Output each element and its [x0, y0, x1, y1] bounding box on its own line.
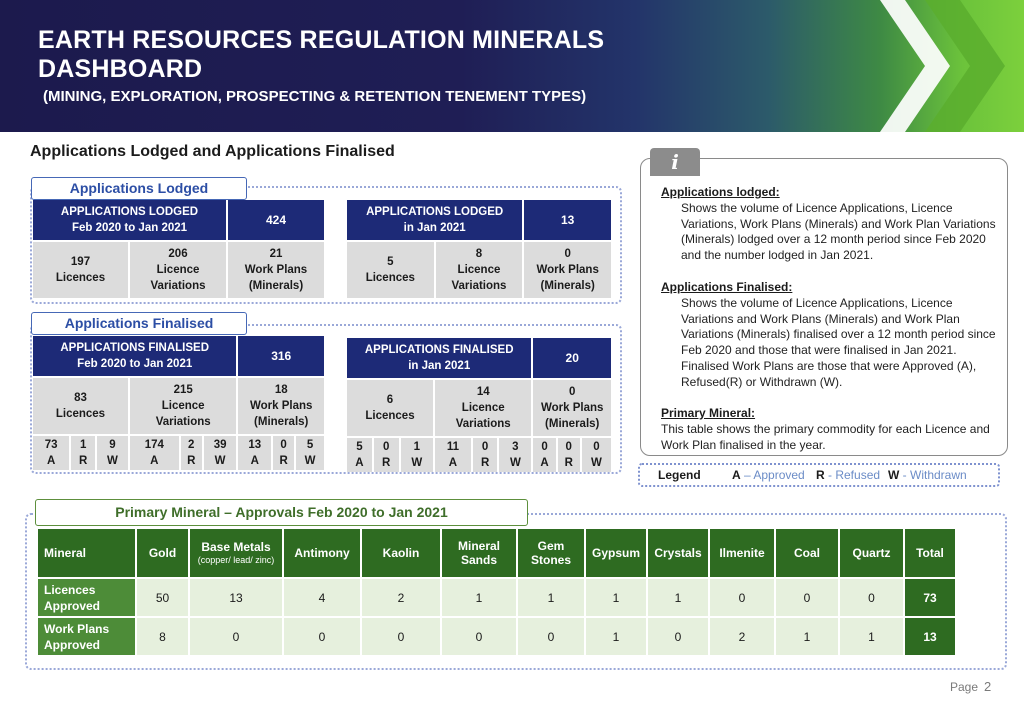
finalised-period-table	[31, 334, 326, 472]
table-cell: 50	[137, 579, 188, 616]
finalised-period-breakdown	[33, 436, 324, 470]
header-banner	[0, 0, 1024, 132]
info-lodged-text: Shows the volume of Licence Applications, Licence Variations, Work Plans (Minerals) and Work Plan Variations (Minerals) lodged over a 12 month period since Feb 2020 and the number lodged in Jan 2021.	[681, 201, 996, 263]
finalised-month-label: APPLICATIONS FINALISED in Jan 2021	[347, 338, 531, 378]
mineral-row-licences	[38, 579, 955, 616]
table-cell: 0	[190, 618, 282, 655]
total-cell: 13	[905, 618, 955, 655]
breakdown-cell: 174 A	[130, 436, 179, 470]
table-cell: 0	[710, 579, 774, 616]
mineral-table	[36, 527, 957, 657]
table-cell: 1	[648, 579, 708, 616]
lodged-tab: Applications Lodged	[31, 177, 247, 200]
finalised-period-variations: 215 Licence Variations	[130, 378, 237, 434]
info-primary-heading: Primary Mineral:	[661, 406, 756, 420]
breakdown-cell: 5 W	[296, 436, 324, 470]
table-cell: 13	[190, 579, 282, 616]
breakdown-cell: 1 R	[71, 436, 95, 470]
table-cell: 0	[442, 618, 516, 655]
col-quartz: Quartz	[840, 529, 903, 577]
table-cell: 2	[710, 618, 774, 655]
finalised-month-breakdown	[347, 438, 611, 472]
table-cell: 0	[840, 579, 903, 616]
table-cell: 0	[776, 579, 838, 616]
finalised-month-variations: 14 Licence Variations	[435, 380, 531, 436]
col-mineral-sands: Mineral Sands	[442, 529, 516, 577]
finalised-period-workplans: 18 Work Plans (Minerals)	[238, 378, 324, 434]
lodged-period-licences: 197 Licences	[33, 242, 128, 298]
breakdown-cell: 0 W	[582, 438, 611, 472]
table-cell: 1	[518, 579, 584, 616]
row-label-licences: Licences Approved	[38, 579, 135, 616]
lodged-month-variations: 8 Licence Variations	[436, 242, 523, 298]
breakdown-cell: 0 R	[473, 438, 497, 472]
row-label-workplans: Work Plans Approved	[38, 618, 135, 655]
table-cell: 2	[362, 579, 440, 616]
finalised-month-table	[345, 336, 613, 474]
legend	[638, 463, 1000, 487]
finalised-month-workplans: 0 Work Plans (Minerals)	[533, 380, 611, 436]
breakdown-cell: 2 R	[181, 436, 202, 470]
page-number: Page 2	[950, 679, 992, 694]
lodged-month-total: 13	[524, 200, 611, 240]
table-cell: 1	[840, 618, 903, 655]
lodged-period-workplans: 21 Work Plans (Minerals)	[228, 242, 324, 298]
col-gypsum: Gypsum	[586, 529, 646, 577]
mineral-tab: Primary Mineral – Approvals Feb 2020 to Jan 2021	[35, 499, 528, 526]
table-cell: 1	[776, 618, 838, 655]
breakdown-cell: 0 R	[558, 438, 580, 472]
breakdown-cell: 13 A	[238, 436, 271, 470]
col-total: Total	[905, 529, 955, 577]
dashboard-title: EARTH RESOURCES REGULATION MINERALS DASHBOARD	[38, 26, 605, 83]
col-coal: Coal	[776, 529, 838, 577]
table-cell: 1	[586, 579, 646, 616]
lodged-period-total: 424	[228, 200, 324, 240]
breakdown-cell: 9 W	[97, 436, 128, 470]
table-cell: 0	[518, 618, 584, 655]
table-cell: 0	[362, 618, 440, 655]
col-gold: Gold	[137, 529, 188, 577]
breakdown-cell: 0 A	[533, 438, 555, 472]
section-title: Applications Lodged and Applications Finalised	[30, 143, 395, 160]
table-cell: 8	[137, 618, 188, 655]
info-lodged-heading: Applications lodged:	[661, 185, 780, 199]
table-cell: 0	[648, 618, 708, 655]
breakdown-cell: 0 R	[374, 438, 399, 472]
lodged-month-label: APPLICATIONS LODGED in Jan 2021	[347, 200, 522, 240]
total-cell: 73	[905, 579, 955, 616]
mineral-row-workplans	[38, 618, 955, 655]
breakdown-cell: 3 W	[499, 438, 531, 472]
col-ilmenite: Ilmenite	[710, 529, 774, 577]
breakdown-cell: 1 W	[401, 438, 433, 472]
finalised-period-total: 316	[238, 336, 324, 376]
col-antimony: Antimony	[284, 529, 360, 577]
col-base-metals: Base Metals (copper/ lead/ zinc)	[190, 529, 282, 577]
breakdown-cell: 39 W	[204, 436, 237, 470]
finalised-period-label: APPLICATIONS FINALISED Feb 2020 to Jan 2021	[33, 336, 236, 376]
legend-approved: A – Approved	[732, 468, 805, 482]
finalised-period-licences: 83 Licences	[33, 378, 128, 434]
table-cell: 0	[284, 618, 360, 655]
info-primary-text: This table shows the primary commodity for each Licence and Work Plan finalised in the year.	[661, 422, 990, 452]
lodged-period-variations: 206 Licence Variations	[130, 242, 226, 298]
breakdown-cell: 11 A	[435, 438, 471, 472]
lodged-period-table	[31, 198, 326, 300]
legend-refused: R - Refused	[816, 468, 881, 482]
info-icon: i	[650, 148, 700, 176]
info-finalised-text: Shows the volume of Licence Applications, Licence Variations and Work Plans (Minerals) and Work Plan Variations (Minerals) finalised over a 12 month period since Feb 2020 and those that were finalised in Jan 2021. Finalised Work Plans are those that were Approved (A), Refused(R) or Withdrawn (W).	[681, 296, 996, 389]
info-panel	[640, 158, 1008, 456]
info-finalised-heading: Applications Finalised:	[661, 280, 793, 294]
col-crystals: Crystals	[648, 529, 708, 577]
lodged-month-workplans: 0 Work Plans (Minerals)	[524, 242, 611, 298]
dashboard-subtitle: (MINING, EXPLORATION, PROSPECTING & RETENTION TENEMENT TYPES)	[43, 88, 587, 105]
col-gem-stones: Gem Stones	[518, 529, 584, 577]
table-cell: 1	[442, 579, 516, 616]
breakdown-cell: 5 A	[347, 438, 372, 472]
table-cell: 1	[586, 618, 646, 655]
col-kaolin: Kaolin	[362, 529, 440, 577]
legend-withdrawn: W - Withdrawn	[888, 468, 967, 482]
breakdown-cell: 73 A	[33, 436, 69, 470]
finalised-month-licences: 6 Licences	[347, 380, 433, 436]
lodged-month-licences: 5 Licences	[347, 242, 434, 298]
lodged-month-table	[345, 198, 613, 300]
table-cell: 4	[284, 579, 360, 616]
breakdown-cell: 0 R	[273, 436, 294, 470]
legend-title: Legend	[658, 468, 701, 482]
mineral-header-row	[38, 529, 955, 577]
finalised-tab: Applications Finalised	[31, 312, 247, 335]
mineral-header-label: Mineral	[38, 529, 135, 577]
finalised-month-total: 20	[533, 338, 611, 378]
lodged-period-label: APPLICATIONS LODGED Feb 2020 to Jan 2021	[33, 200, 226, 240]
